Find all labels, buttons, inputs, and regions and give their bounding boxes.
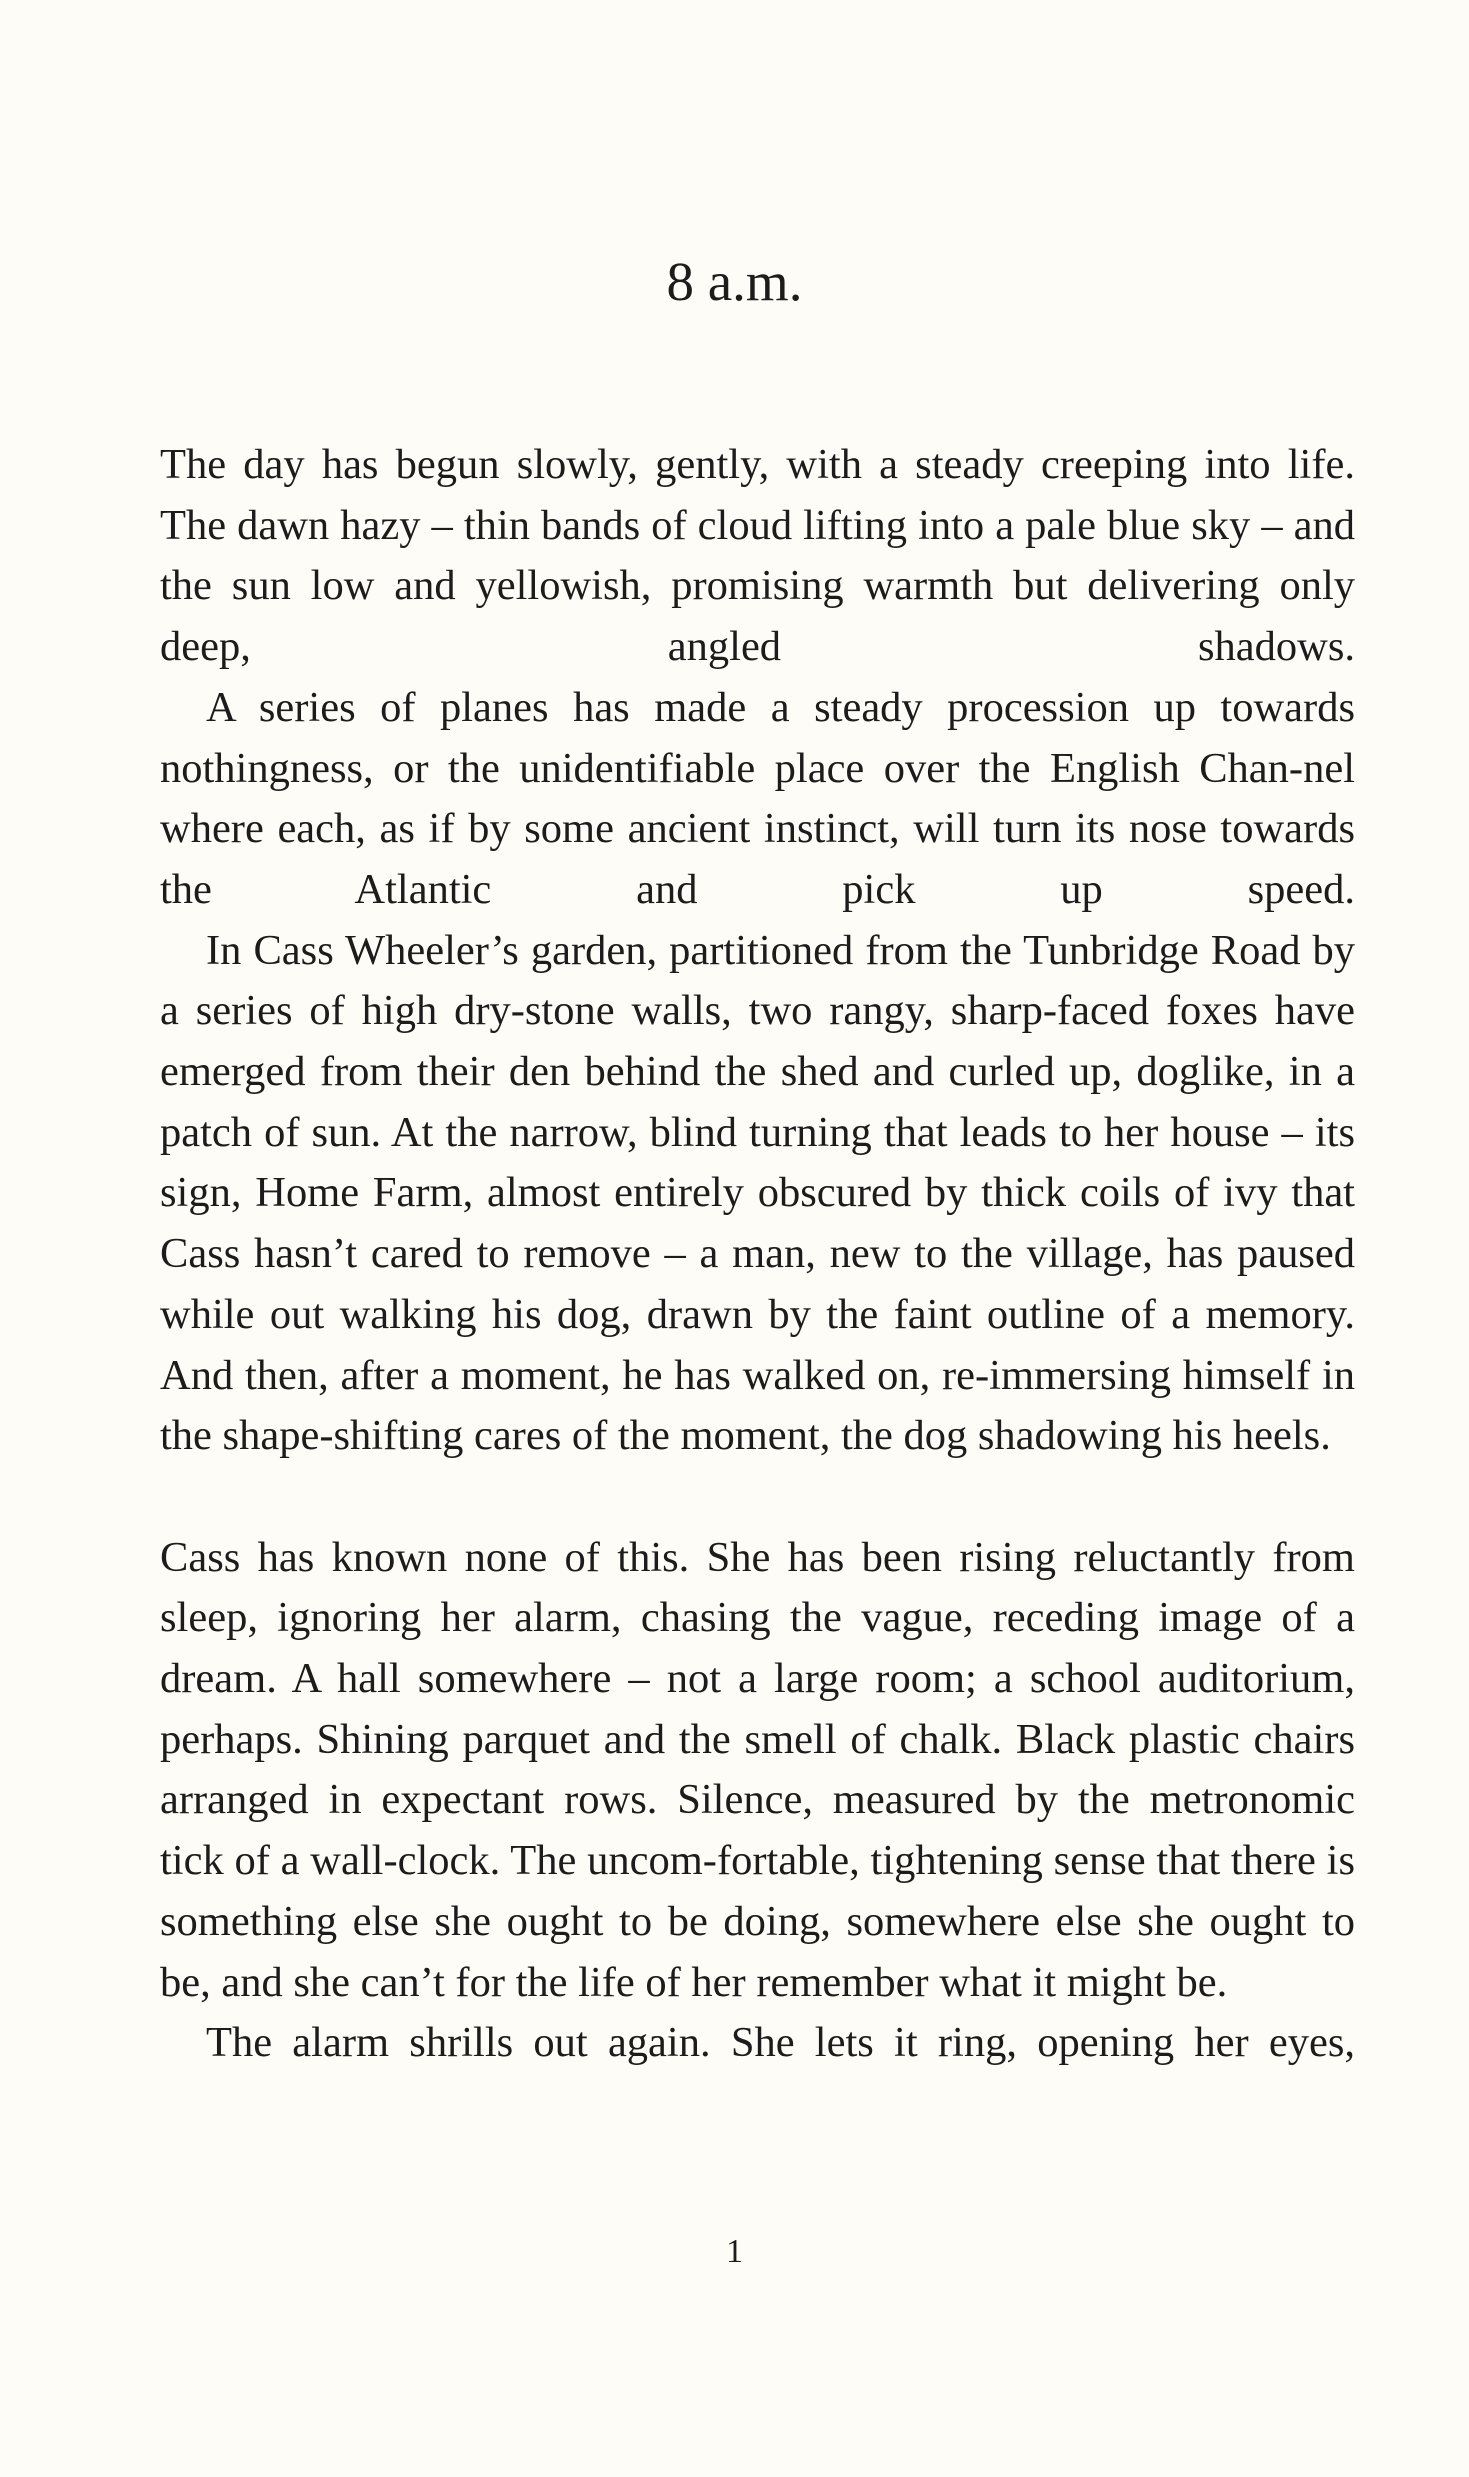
paragraph: The day has begun slowly, gently, with a steady creeping into life. The dawn hazy – thin bands of cloud lifting into a pale blue sky – and the sun low and yellowish, promising warmth but delivering only deep, angled shadows. — [160, 441, 1355, 671]
page-number: 1 — [726, 2233, 743, 2270]
section-break — [160, 1467, 1355, 1528]
chapter-title: 8 a.m. — [666, 251, 803, 312]
paragraph: In Cass Wheeler’s garden, partitioned from the Tunbridge Road by a series of high dry-stone walls, two rangy, sharp-faced foxes have emerged from their den behind the shed and curled up, doglike, in a patch of sun. At the narrow, blind turning that leads to her house – its sign, Home Farm, almost entirely obscured by thick coils of ivy that Cass hasn’t cared to remove – a man, new to the village, has paused while out walking his dog, drawn by the faint outline of a memory. And then, after a moment, he has walked on, re-immersing himself in the shape-shifting cares of the moment, the dog shadowing his heels. — [160, 926, 1355, 1460]
paragraph: A series of planes has made a steady procession up towards nothingness, or the unidentifiable place over the English Chan-nel where each, as if by some ancient instinct, will turn its nose towards the Atlantic and pick up speed. — [160, 683, 1355, 913]
body-text — [160, 435, 1355, 2074]
paragraph: Cass has known none of this. She has been rising reluctantly from sleep, ignoring her alarm, chasing the vague, receding image of a dream. A hall somewhere – not a large room; a school auditorium, perhaps. Shining parquet and the smell of chalk. Black plastic chairs arranged in expectant rows. Silence, measured by the metronomic tick of a wall-clock. The uncom-fortable, tightening sense that there is something else she ought to be doing, somewhere else she ought to be, and she can’t for the life of her remember what it might be. — [160, 1533, 1355, 2006]
paragraph: The alarm shrills out again. She lets it ring, opening her eyes, — [206, 2019, 1355, 2067]
